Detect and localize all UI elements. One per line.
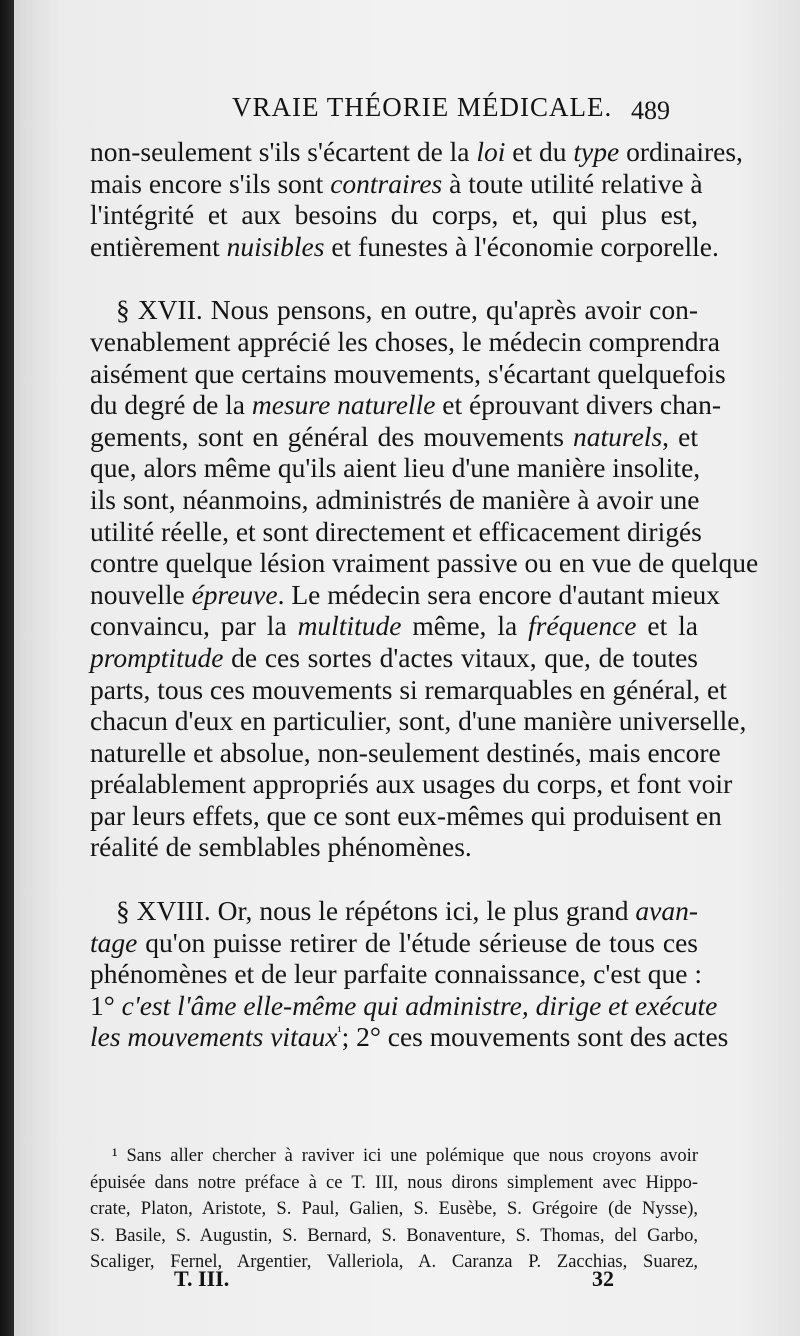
text-run: venablement apprécié les choses, le médecin comprendra — [90, 325, 720, 357]
text-line — [90, 484, 698, 516]
italic-text: naturels — [573, 420, 663, 452]
italic-text: type — [573, 136, 620, 167]
text-line — [90, 705, 747, 737]
text-run: § XVIII. Or, nous le répétons ici, le plus grand — [116, 895, 636, 927]
text-line — [90, 547, 759, 579]
italic-text: nuisibles — [226, 230, 325, 262]
text-line — [90, 799, 722, 832]
paragraph-gap — [90, 262, 698, 294]
text-line — [90, 768, 733, 800]
footnote-line: Scaliger, Fernel, Argentier, Valleriola, A. Caranza P. Zacchias, Suarez, — [90, 1252, 698, 1272]
italic-text: épreuve — [191, 578, 278, 610]
footnote-line: crate, Platon, Aristote, S. Paul, Galien, S. Eusèbe, S. Grégoire (de Nysse), — [90, 1199, 698, 1219]
text-run: aisément que certains mouvements, s'écartant quelquefois — [90, 357, 726, 389]
italic-text: les mouvements vitaux — [90, 1021, 338, 1053]
text-run: qu'on puisse retirer de l'étude sérieuse de tous ces — [137, 926, 698, 958]
text-run: du degré de la — [90, 389, 252, 421]
text-line — [90, 294, 698, 326]
text-run: de ces sortes d'actes vitaux, que, de toutes — [223, 641, 698, 673]
signature-line — [14, 1266, 800, 1296]
text-run: naturelle et absolue, non-seulement destinés, mais encore — [90, 736, 721, 768]
text-line — [90, 357, 726, 390]
text-run: même, la — [401, 610, 529, 642]
page-edge-shadow — [0, 0, 14, 1336]
text-run: que, alors même qu'ils aient lieu d'une manière insolite, — [90, 452, 701, 484]
text-run: et éprouvant divers chan- — [435, 389, 722, 421]
text-run: contre quelque lésion vraiment passive ou en vue de quelque — [90, 547, 759, 579]
text-run: préalablement appropriés aux usages du corps, et font voir — [90, 768, 733, 800]
text-line — [90, 736, 721, 769]
italic-text: c'est l'âme elle-même qui administre, dirige et exécute — [121, 989, 718, 1021]
text-line — [90, 230, 719, 263]
body-text — [90, 136, 759, 1053]
text-run: utilité réelle, et sont directement et efficacement dirigés — [90, 515, 702, 547]
text-line — [90, 578, 721, 611]
text-run: . Le médecin sera encore d'autant mieux — [277, 578, 721, 610]
text-line — [90, 515, 702, 548]
text-line — [90, 927, 698, 959]
text-run: entièrement — [90, 230, 227, 262]
text-line — [90, 989, 718, 1022]
text-line — [90, 136, 743, 168]
text-run: l'intégrité et aux besoins du corps, et, qui plus est, — [90, 199, 698, 231]
text-run: § XVII. Nous pensons, en outre, qu'après avoir con- — [116, 294, 698, 326]
running-header — [14, 92, 800, 132]
paragraph-gap — [90, 863, 698, 895]
book-page — [14, 0, 800, 1336]
italic-text: fréquence — [528, 610, 637, 642]
italic-text: promptitude — [90, 641, 224, 673]
text-line — [90, 421, 698, 453]
text-run: et funestes à l'économie corporelle. — [324, 230, 719, 262]
italic-text: tage — [90, 926, 138, 958]
text-line — [90, 958, 702, 990]
text-line — [90, 199, 698, 231]
signature-mark: 32 — [592, 1266, 614, 1291]
text-line — [90, 642, 698, 674]
italic-text: loi — [476, 136, 506, 167]
text-run: réalité de semblables phénomènes. — [90, 831, 472, 863]
text-run: ; 2° ces mouvements sont des actes — [341, 1021, 729, 1053]
text-run: par leurs effets, que ce sont eux-mêmes qui produisent en — [90, 799, 722, 831]
text-line — [90, 389, 722, 421]
text-run: nouvelle — [90, 578, 192, 610]
paragraph — [90, 136, 743, 262]
text-line — [90, 325, 720, 358]
footnote-line: ¹ Sans aller chercher à raviver ici une polémique que nous croyons avoir — [112, 1146, 698, 1166]
text-run: non-seulement s'ils s'écartent de la — [90, 136, 477, 167]
text-run: convaincu, par la — [90, 610, 298, 642]
footnote-line: S. Basile, S. Augustin, S. Bernard, S. Bonaventure, S. Thomas, del Garbo, — [90, 1225, 698, 1246]
text-line — [90, 895, 698, 927]
text-line — [90, 1021, 729, 1053]
text-run: parts, tous ces mouvements si remarquables en général, et — [90, 673, 727, 705]
volume-mark: T. III. — [174, 1266, 230, 1291]
italic-text: multitude — [297, 610, 402, 642]
paragraph — [90, 895, 729, 1053]
text-run: à toute utilité relative à — [442, 167, 703, 199]
text-line — [90, 452, 701, 484]
text-run: gements, sont en général des mouvements — [90, 420, 574, 452]
text-run: chacun d'eux en particulier, sont, d'une manière universelle, — [90, 705, 747, 737]
italic-text: contraires — [330, 167, 443, 199]
footnote-marker: ¹ — [337, 1025, 342, 1041]
text-run: phénomènes et de leur parfaite connaissance, c'est que : — [90, 958, 702, 990]
text-line — [90, 673, 727, 706]
text-run: mais encore s'ils sont — [90, 167, 331, 199]
text-line — [90, 167, 703, 200]
text-run: , et — [662, 420, 698, 452]
text-run: 1° — [90, 989, 122, 1021]
text-run: et du — [505, 136, 574, 167]
footnote — [90, 1143, 698, 1276]
running-title: VRAIE THÉORIE MÉDICALE. — [232, 92, 613, 122]
paragraph — [90, 294, 759, 863]
text-run: ils sont, néanmoins, administrés de manière à avoir une — [90, 483, 700, 515]
text-line — [90, 831, 698, 863]
page-number: 489 — [631, 96, 670, 125]
text-run: et la — [636, 610, 698, 642]
text-line — [90, 610, 698, 642]
italic-text: mesure naturelle — [251, 389, 436, 421]
italic-text: avan- — [635, 895, 698, 927]
text-run: ordinaires, — [619, 136, 743, 167]
footnote-line: épuisée dans notre préface à ce T. III, nous dirons simplement avec Hippo- — [90, 1172, 698, 1193]
